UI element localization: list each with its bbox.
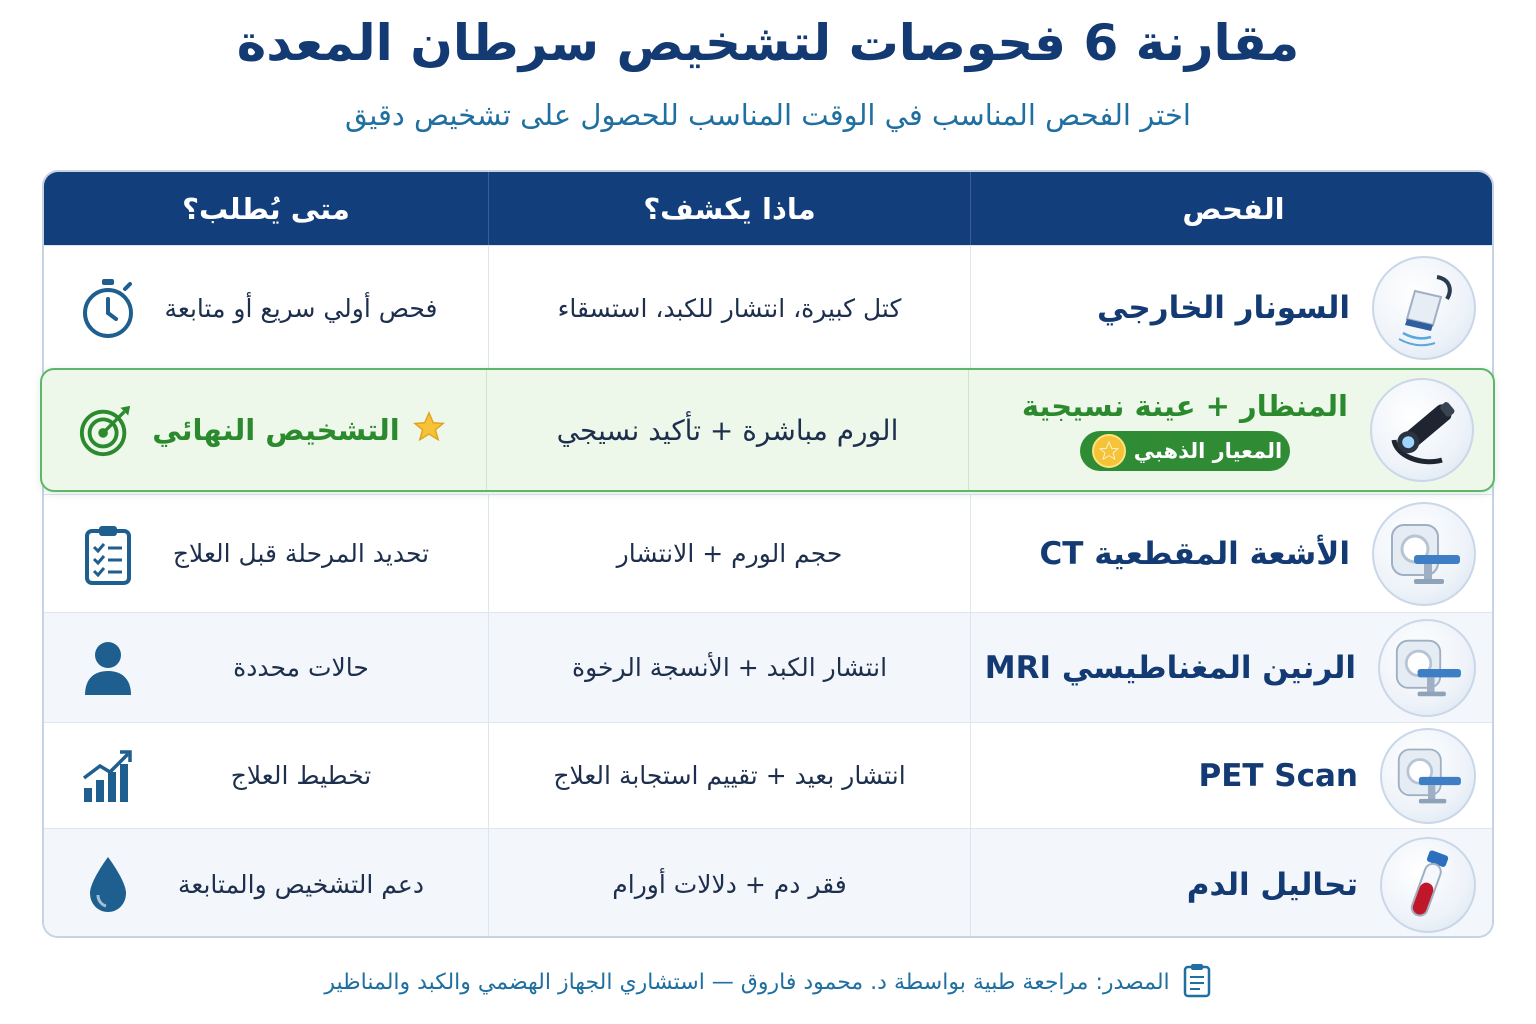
exam-cell — [970, 723, 1494, 828]
when-cell — [44, 613, 488, 722]
exam-name: المنظار + عينة نسيجية — [1021, 389, 1348, 423]
gold-standard-badge — [1080, 431, 1290, 471]
header-exam: الفحص — [970, 172, 1494, 245]
mri-scanner-icon — [1378, 619, 1476, 717]
table-row — [44, 722, 1494, 828]
when-text: تخطيط العلاج — [230, 761, 372, 790]
when-text: دعم التشخيص والمتابعة — [178, 870, 424, 899]
table-row-highlighted — [42, 370, 1494, 490]
what-text: حجم الورم + الانتشار — [616, 539, 843, 568]
when-text-wrap — [154, 410, 444, 451]
when-cell — [42, 370, 486, 490]
what-text: فقر دم + دلالات أورام — [612, 870, 847, 899]
when-cell — [44, 723, 488, 828]
header-what: ماذا يكشف؟ — [488, 172, 970, 245]
exam-cell — [968, 370, 1494, 490]
exam-name: تحاليل الدم — [1186, 866, 1358, 903]
blood-drop-icon — [80, 857, 136, 913]
document-icon — [1182, 962, 1212, 1002]
blood-tube-icon — [1380, 837, 1476, 933]
header-when: متى يُطلب؟ — [182, 191, 350, 226]
exam-cell — [970, 246, 1494, 370]
when-cell — [44, 246, 488, 370]
what-cell — [488, 723, 970, 828]
exam-name: الأشعة المقطعية CT — [1039, 535, 1350, 572]
exam-cell — [970, 613, 1494, 722]
table-row — [44, 828, 1494, 938]
target-icon — [78, 402, 134, 458]
what-text: انتشار بعيد + تقييم استجابة العلاج — [553, 761, 906, 790]
exam-name: السونار الخارجي — [1097, 290, 1350, 326]
exam-name: PET Scan — [1198, 757, 1358, 794]
pet-scanner-icon — [1380, 728, 1476, 824]
what-cell — [488, 613, 970, 722]
endoscope-icon — [1370, 378, 1474, 482]
when-cell — [44, 495, 488, 612]
when-text: التشخيص النهائي — [152, 413, 400, 447]
source-text: المصدر: مراجعة طبية بواسطة د. محمود فاروق — استشاري الجهاز الهضمي والكبد والمناظير — [324, 969, 1170, 995]
source-line — [0, 962, 1536, 1002]
ultrasound-probe-icon — [1372, 256, 1476, 360]
when-text: تحديد المرحلة قبل العلاج — [172, 539, 430, 568]
what-cell — [488, 829, 970, 938]
what-text: انتشار الكبد + الأنسجة الرخوة — [571, 653, 888, 682]
table-row — [44, 245, 1494, 370]
stopwatch-icon — [80, 280, 136, 336]
star-icon — [412, 410, 446, 451]
checklist-icon — [80, 526, 136, 582]
exam-cell — [970, 829, 1494, 938]
page-title: مقارنة 6 فحوصات لتشخيص سرطان المعدة — [236, 14, 1300, 72]
what-text: كتل كبيرة، انتشار للكبد، استسقاء — [557, 293, 902, 323]
person-icon — [80, 640, 136, 696]
what-cell — [486, 370, 968, 490]
page-subtitle: اختر الفحص المناسب في الوقت المناسب للحصول على تشخيص دقيق — [345, 98, 1191, 132]
exam-name: الرنين المغناطيسي MRI — [984, 649, 1356, 686]
when-cell — [44, 829, 488, 938]
star-icon — [1092, 434, 1126, 468]
ct-scanner-icon — [1372, 502, 1476, 606]
exam-cell — [970, 495, 1494, 612]
what-text: الورم مباشرة + تأكيد نسيجي — [556, 413, 899, 447]
table-row — [44, 494, 1494, 612]
growth-chart-icon — [80, 748, 136, 804]
what-cell — [488, 246, 970, 370]
when-text: حالات محددة — [233, 653, 369, 682]
table-row — [44, 612, 1494, 722]
badge-label: المعيار الذهبي — [1133, 439, 1283, 463]
what-cell — [488, 495, 970, 612]
when-text: فحص أولي سريع أو متابعة — [164, 293, 438, 323]
comparison-table — [42, 170, 1494, 938]
table-header — [44, 172, 1494, 245]
